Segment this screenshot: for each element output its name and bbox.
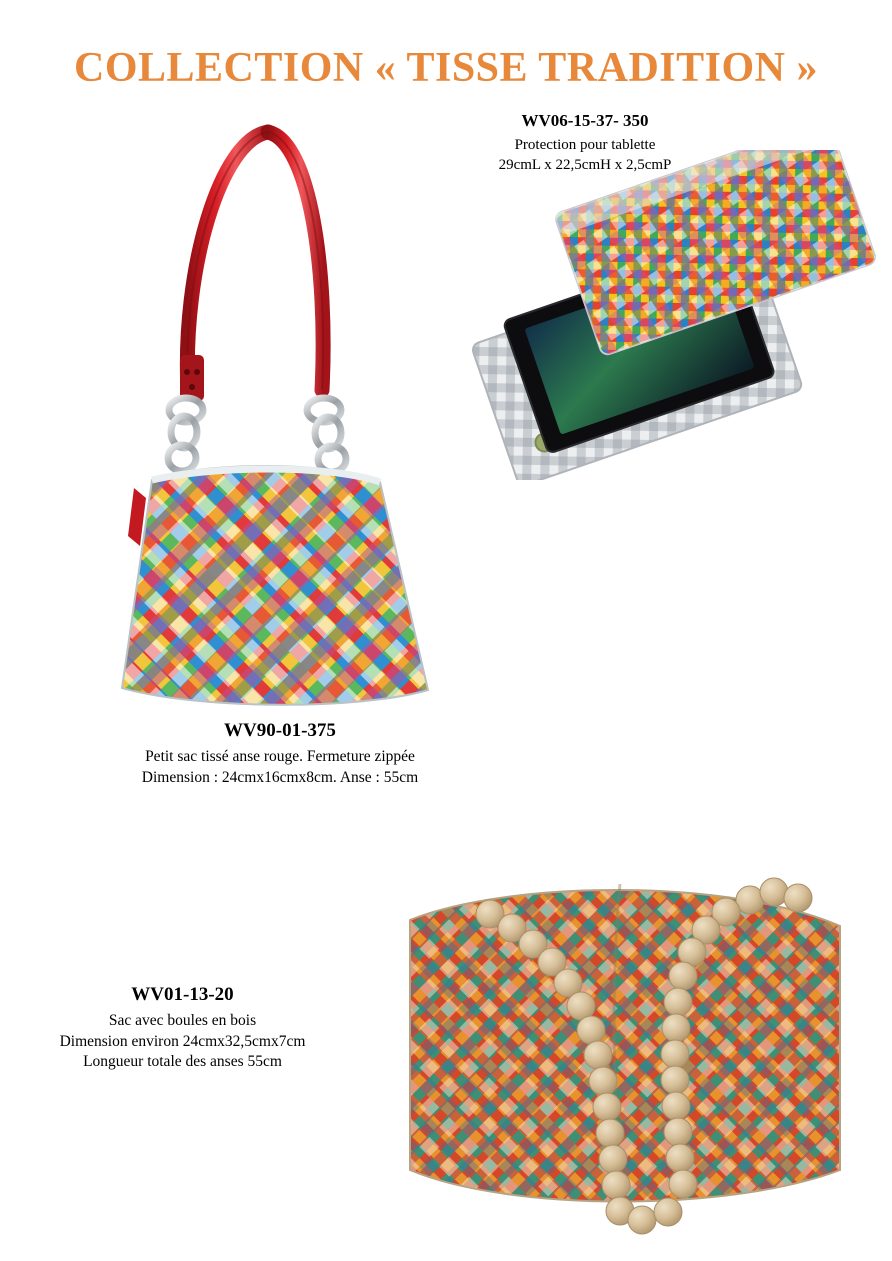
product-code-red-handle-bag: WV90-01-375 — [224, 720, 336, 741]
caption-tablet-sleeve — [430, 110, 740, 176]
product-description-tablet-sleeve: Protection pour tablette — [514, 137, 656, 154]
product-image-red-handle-bag — [60, 110, 470, 710]
product-description-wooden-bead-bag: Sac avec boules en bois — [108, 1012, 257, 1030]
product-handle-length-wooden-bead-bag: Longueur totale des anses 55cm — [83, 1052, 282, 1070]
caption-wooden-bead-bag — [10, 982, 355, 1072]
product-dimensions-wooden-bead-bag: Dimension environ 24cmx32,5cmx7cm — [59, 1032, 306, 1050]
product-image-wooden-bead-bag — [370, 840, 870, 1240]
product-dimensions-red-handle-bag: Dimension : 24cmx16cmx8cm. Anse : 55cm — [141, 768, 419, 786]
product-code-wooden-bead-bag: WV01-13-20 — [131, 984, 234, 1005]
product-dimensions-tablet-sleeve: 29cmL x 22,5cmH x 2,5cmP — [498, 157, 672, 174]
product-code-tablet-sleeve: WV06-15-37- 350 — [521, 111, 649, 130]
page-title: COLLECTION « TISSE TRADITION » — [73, 45, 818, 91]
product-description-red-handle-bag: Petit sac tissé anse rouge. Fermeture zippée — [145, 748, 415, 766]
product-image-tablet-sleeve — [460, 150, 880, 480]
caption-red-handle-bag — [55, 718, 505, 788]
